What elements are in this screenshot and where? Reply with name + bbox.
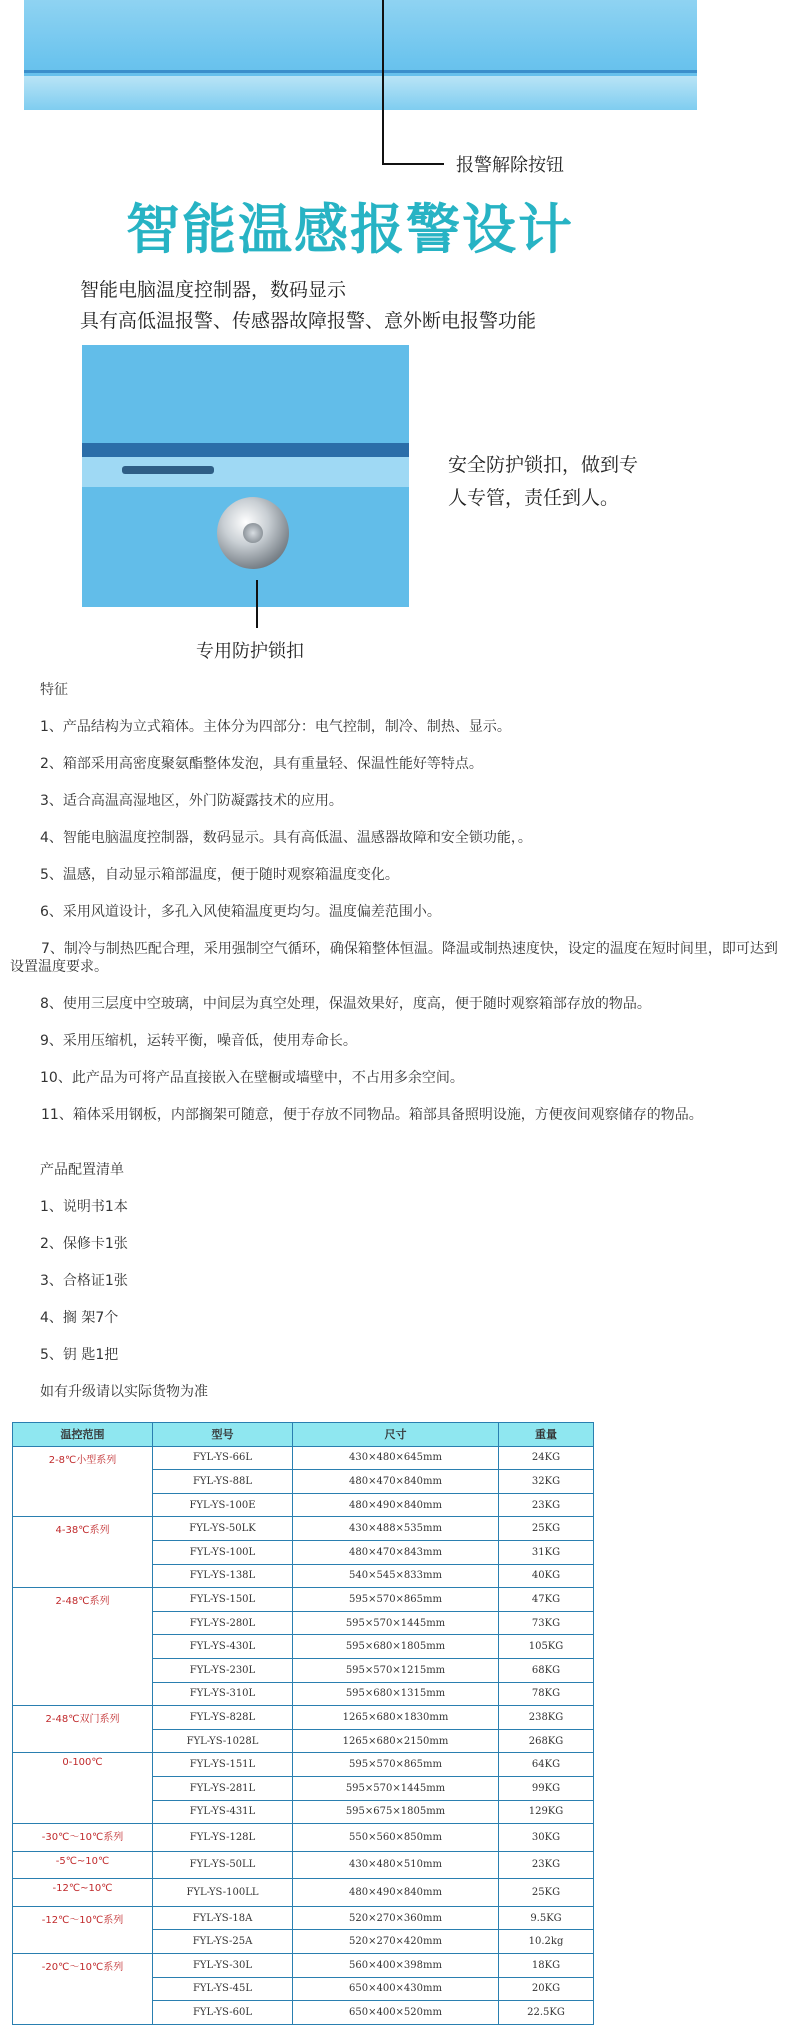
weight-cell: 32KG bbox=[499, 1470, 594, 1494]
weight-cell: 22.5KG bbox=[499, 2001, 594, 2025]
feature-item: 1、产品结构为立式箱体。主体分为四部分：电气控制，制冷、制热、显示。 bbox=[40, 719, 511, 735]
range-cell: 0-100℃ bbox=[13, 1753, 153, 1824]
model-cell: FYL-YS-100LL bbox=[153, 1879, 293, 1907]
size-cell: 650×400×430mm bbox=[293, 1977, 499, 2001]
photo-panel-edge bbox=[24, 76, 697, 110]
weight-cell: 68KG bbox=[499, 1658, 594, 1682]
table-row bbox=[13, 1588, 594, 1612]
range-cell: 4-38℃系列 bbox=[13, 1517, 153, 1588]
feature-item: 3、适合高温高湿地区，外门防凝露技术的应用。 bbox=[40, 793, 343, 809]
weight-cell: 105KG bbox=[499, 1635, 594, 1659]
model-cell: FYL-YS-828L bbox=[153, 1706, 293, 1730]
range-cell: -12℃～10℃系列 bbox=[13, 1906, 153, 1953]
table-row bbox=[13, 1517, 594, 1541]
lock-photo bbox=[82, 345, 409, 607]
size-cell: 480×470×843mm bbox=[293, 1540, 499, 1564]
weight-cell: 24KG bbox=[499, 1446, 594, 1470]
weight-cell: 40KG bbox=[499, 1564, 594, 1588]
weight-cell: 20KG bbox=[499, 1977, 594, 2001]
feature-item: 4、智能电脑温度控制器，数码显示。具有高低温、温感器故障和安全锁功能，。 bbox=[40, 830, 532, 846]
table-row bbox=[13, 1753, 594, 1777]
model-cell: FYL-YS-430L bbox=[153, 1635, 293, 1659]
model-cell: FYL-YS-30L bbox=[153, 1954, 293, 1978]
size-cell: 520×270×420mm bbox=[293, 1930, 499, 1954]
model-cell: FYL-YS-50LL bbox=[153, 1851, 293, 1879]
model-cell: FYL-YS-60L bbox=[153, 2001, 293, 2025]
size-cell: 550×560×850mm bbox=[293, 1824, 499, 1852]
weight-cell: 64KG bbox=[499, 1753, 594, 1777]
alarm-button-callout: 报警解除按钮 bbox=[456, 155, 564, 176]
size-cell: 595×570×1445mm bbox=[293, 1611, 499, 1635]
weight-cell: 99KG bbox=[499, 1776, 594, 1800]
lock-keyhole-icon bbox=[243, 523, 263, 543]
safety-callout-line-2: 人专管，责任到人。 bbox=[448, 487, 620, 509]
model-cell: FYL-YS-100E bbox=[153, 1493, 293, 1517]
table-row bbox=[13, 1851, 594, 1879]
lock-leader-line bbox=[256, 580, 258, 628]
table-row bbox=[13, 1879, 594, 1907]
range-cell: 2-48℃系列 bbox=[13, 1588, 153, 1706]
model-cell: FYL-YS-230L bbox=[153, 1658, 293, 1682]
size-cell: 430×480×645mm bbox=[293, 1446, 499, 1470]
size-cell: 430×480×510mm bbox=[293, 1851, 499, 1879]
model-cell: FYL-YS-310L bbox=[153, 1682, 293, 1706]
model-cell: FYL-YS-18A bbox=[153, 1906, 293, 1930]
lock-callout: 专用防护锁扣 bbox=[196, 641, 304, 662]
size-cell: 1265×680×1830mm bbox=[293, 1706, 499, 1730]
model-cell: FYL-YS-431L bbox=[153, 1800, 293, 1824]
model-cell: FYL-YS-151L bbox=[153, 1753, 293, 1777]
size-cell: 480×470×840mm bbox=[293, 1470, 499, 1494]
weight-cell: 18KG bbox=[499, 1954, 594, 1978]
weight-cell: 25KG bbox=[499, 1879, 594, 1907]
size-cell: 595×570×1215mm bbox=[293, 1658, 499, 1682]
feature-item: 11、箱体采用钢板，内部搁架可随意，便于存放不同物品。箱部具备照明设施，方便夜间观察储存的物品。 bbox=[41, 1107, 703, 1123]
size-cell: 520×270×360mm bbox=[293, 1906, 499, 1930]
weight-cell: 268KG bbox=[499, 1729, 594, 1753]
alarm-leader-vertical bbox=[382, 0, 384, 165]
feature-item: 8、使用三层度中空玻璃，中间层为真空处理，保温效果好，度高，便于随时观察箱部存放的物品。 bbox=[40, 996, 651, 1012]
feature-item: 5、温感，自动显示箱部温度，便于随时观察箱温度变化。 bbox=[40, 867, 399, 883]
size-cell: 595×680×1805mm bbox=[293, 1635, 499, 1659]
feature-item: 7、制冷与制热匹配合理，采用强制空气循环，确保箱整体恒温。降温或制热速度快，设定的温度在短时间里，即可达到设置温度要求。 bbox=[10, 941, 778, 975]
config-item: 1、说明书1本 bbox=[40, 1199, 128, 1215]
spec-table bbox=[12, 1422, 594, 2025]
weight-cell: 47KG bbox=[499, 1588, 594, 1612]
config-item: 5、钥 匙1把 bbox=[40, 1347, 119, 1363]
photo-edge-line bbox=[24, 70, 697, 73]
range-cell: 2-8℃小型系列 bbox=[13, 1446, 153, 1517]
col-header-model: 型号 bbox=[153, 1423, 293, 1447]
model-cell: FYL-YS-45L bbox=[153, 1977, 293, 2001]
model-cell: FYL-YS-66L bbox=[153, 1446, 293, 1470]
size-cell: 480×490×840mm bbox=[293, 1493, 499, 1517]
size-cell: 560×400×398mm bbox=[293, 1954, 499, 1978]
config-heading: 产品配置清单 bbox=[40, 1162, 124, 1178]
table-row bbox=[13, 1906, 594, 1930]
model-cell: FYL-YS-281L bbox=[153, 1776, 293, 1800]
model-cell: FYL-YS-25A bbox=[153, 1930, 293, 1954]
model-cell: FYL-YS-280L bbox=[153, 1611, 293, 1635]
size-cell: 595×680×1315mm bbox=[293, 1682, 499, 1706]
feature-item: 6、采用风道设计，多孔入风使箱温度更均匀。温度偏差范围小。 bbox=[40, 904, 441, 920]
weight-cell: 31KG bbox=[499, 1540, 594, 1564]
weight-cell: 9.5KG bbox=[499, 1906, 594, 1930]
size-cell: 480×490×840mm bbox=[293, 1879, 499, 1907]
weight-cell: 129KG bbox=[499, 1800, 594, 1824]
table-row bbox=[13, 1706, 594, 1730]
spec-table-body bbox=[13, 1446, 594, 2024]
size-cell: 1265×680×2150mm bbox=[293, 1729, 499, 1753]
weight-cell: 10.2kg bbox=[499, 1930, 594, 1954]
weight-cell: 23KG bbox=[499, 1851, 594, 1879]
weight-cell: 73KG bbox=[499, 1611, 594, 1635]
model-cell: FYL-YS-88L bbox=[153, 1470, 293, 1494]
table-row bbox=[13, 1824, 594, 1852]
table-row bbox=[13, 1954, 594, 1978]
model-cell: FYL-YS-50LK bbox=[153, 1517, 293, 1541]
photo-slot bbox=[122, 466, 214, 474]
size-cell: 595×570×865mm bbox=[293, 1753, 499, 1777]
model-cell: FYL-YS-128L bbox=[153, 1824, 293, 1852]
model-cell: FYL-YS-138L bbox=[153, 1564, 293, 1588]
range-cell: -12℃~10℃ bbox=[13, 1879, 153, 1907]
feature-item: 2、箱部采用高密度聚氨酯整体发泡，具有重量轻、保温性能好等特点。 bbox=[40, 756, 483, 772]
weight-cell: 238KG bbox=[499, 1706, 594, 1730]
safety-callout-line-1: 安全防护锁扣，做到专 bbox=[448, 454, 639, 476]
col-header-range: 温控范围 bbox=[13, 1423, 153, 1447]
weight-cell: 23KG bbox=[499, 1493, 594, 1517]
range-cell: -30℃～10℃系列 bbox=[13, 1824, 153, 1852]
model-cell: FYL-YS-150L bbox=[153, 1588, 293, 1612]
config-item: 2、保修卡1张 bbox=[40, 1236, 128, 1252]
col-header-size: 尺寸 bbox=[293, 1423, 499, 1447]
table-row bbox=[13, 1446, 594, 1470]
size-cell: 595×570×865mm bbox=[293, 1588, 499, 1612]
range-cell: -5℃~10℃ bbox=[13, 1851, 153, 1879]
top-product-photo bbox=[24, 0, 697, 110]
size-cell: 430×488×535mm bbox=[293, 1517, 499, 1541]
table-header-row bbox=[13, 1423, 594, 1447]
size-cell: 595×570×1445mm bbox=[293, 1776, 499, 1800]
config-item: 3、合格证1张 bbox=[40, 1273, 128, 1289]
feature-item: 9、采用压缩机，运转平衡，噪音低，使用寿命长。 bbox=[40, 1033, 357, 1049]
model-cell: FYL-YS-1028L bbox=[153, 1729, 293, 1753]
features-heading: 特征 bbox=[40, 682, 68, 698]
config-note: 如有升级请以实际货物为准 bbox=[40, 1384, 208, 1400]
weight-cell: 25KG bbox=[499, 1517, 594, 1541]
alarm-leader-horizontal bbox=[382, 163, 444, 165]
photo-trim-band bbox=[82, 443, 409, 457]
weight-cell: 78KG bbox=[499, 1682, 594, 1706]
size-cell: 595×675×1805mm bbox=[293, 1800, 499, 1824]
size-cell: 650×400×520mm bbox=[293, 2001, 499, 2025]
size-cell: 540×545×833mm bbox=[293, 1564, 499, 1588]
range-cell: -20℃～10℃系列 bbox=[13, 1954, 153, 2025]
col-header-weight: 重量 bbox=[499, 1423, 594, 1447]
feature-desc-line-2: 具有高低温报警、传感器故障报警、意外断电报警功能 bbox=[80, 310, 537, 332]
weight-cell: 30KG bbox=[499, 1824, 594, 1852]
section-title: 智能温感报警设计 bbox=[126, 198, 574, 261]
model-cell: FYL-YS-100L bbox=[153, 1540, 293, 1564]
feature-desc-line-1: 智能电脑温度控制器，数码显示 bbox=[80, 279, 347, 301]
config-item: 4、搁 架7个 bbox=[40, 1310, 119, 1326]
feature-item: 10、此产品为可将产品直接嵌入在壁橱或墙壁中，不占用多余空间。 bbox=[40, 1070, 464, 1086]
range-cell: 2-48℃双门系列 bbox=[13, 1706, 153, 1753]
